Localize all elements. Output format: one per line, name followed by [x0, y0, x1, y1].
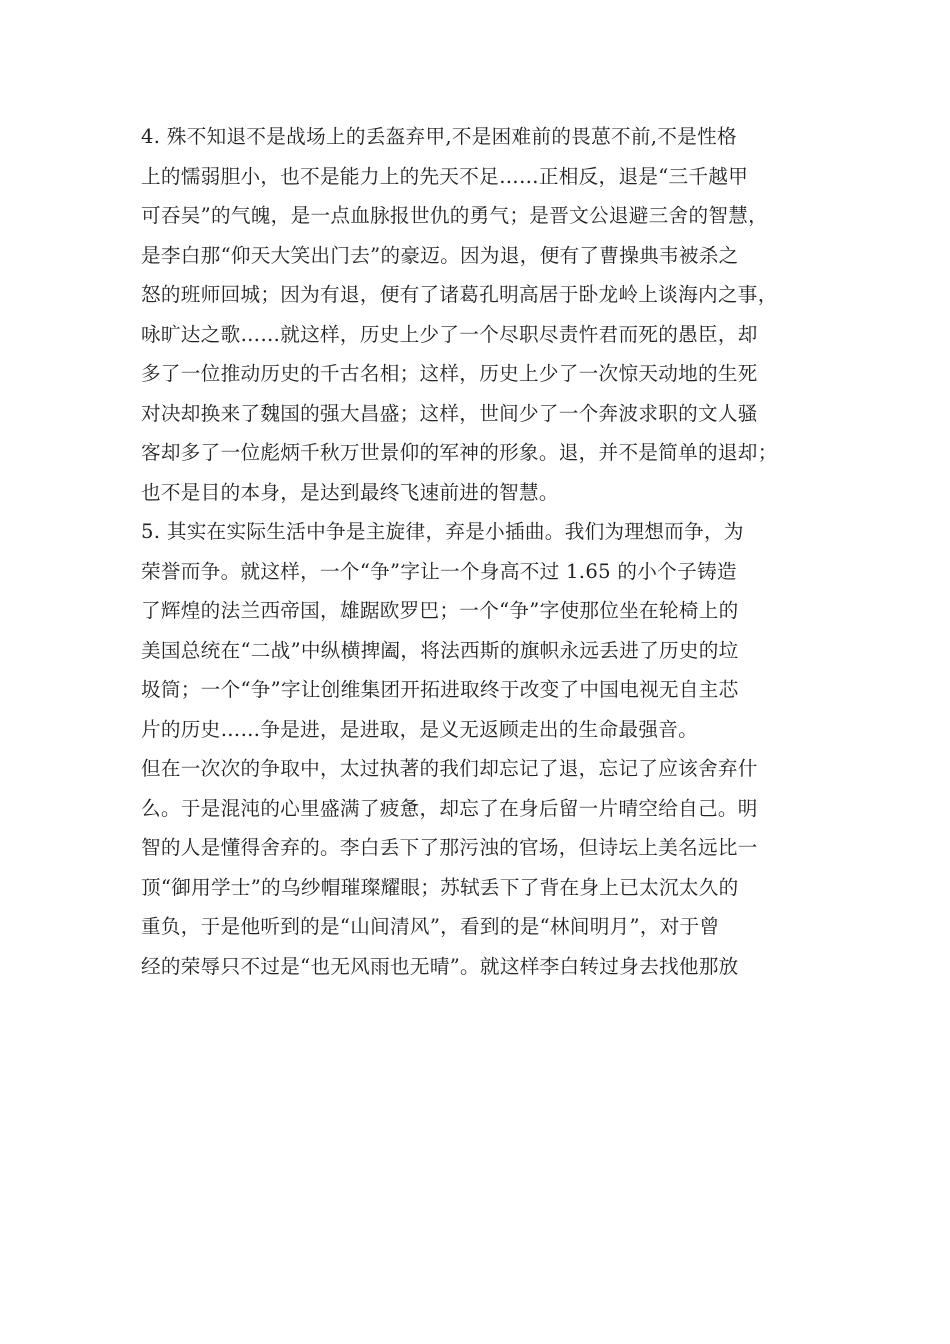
text-line: 么。于是混沌的心里盛满了疲惫，却忘了在身后留一片晴空给自己。明: [141, 796, 758, 820]
text-line: 了辉煌的法兰西帝国，雄踞欧罗巴；一个“争”字使那位坐在轮椅上的: [141, 599, 739, 622]
text-line: 4. 殊不知退不是战场上的丢盔弃甲,不是困难前的畏葸不前,不是性格: [141, 125, 737, 148]
text-line: 圾筒；一个“争”字让创维集团开拓进取终于改变了中国电视无自主芯: [141, 678, 739, 701]
text-line: 多了一位推动历史的千古名相；这样，历史上少了一次惊天动地的生死: [141, 362, 758, 385]
text-line: 智的人是懂得舍弃的。李白丢下了那污浊的官场，但诗坛上美名远比一: [141, 836, 758, 859]
text-line: 上的懦弱胆小，也不是能力上的先天不足……正相反，退是“三千越甲: [141, 164, 749, 188]
text-line: 顶“御用学士”的乌纱帽璀璨耀眼；苏轼丢下了背在身上已太沉太久的: [141, 875, 739, 899]
text-line: 片的历史……争是进，是进取，是义无返顾走出的生命最强音。: [141, 717, 699, 741]
text-line: 咏旷达之歌……就这样，历史上少了一个尽职尽责忤君而死的愚臣，却: [141, 322, 758, 346]
document-body: [141, 117, 821, 986]
text-line: 重负，于是他听到的是“山间清风”，看到的是“林间明月”，对于曾: [141, 915, 720, 938]
text-line: 客却多了一位彪炳千秋万世景仰的军神的形象。退，并不是简单的退却；: [141, 441, 778, 464]
text-line: 美国总统在“二战”中纵横捭阖，将法西斯的旗帜永远丢进了历史的垃: [141, 638, 739, 662]
text-line: 也不是目的本身，是达到最终飞速前进的智慧。: [141, 480, 559, 504]
text-line: 5. 其实在实际生活中争是主旋律，弃是小插曲。我们为理想而争，为: [141, 520, 744, 543]
text-line: 荣誉而争。就这样，一个“争”字让一个身高不过 1.65 的小个子铸造: [141, 559, 737, 583]
text-line: 但在一次次的争取中，太过执著的我们却忘记了退，忘记了应该舍弃什: [141, 757, 758, 780]
text-line: 对决却换来了魏国的强大昌盛；这样，世间少了一个奔波求职的文人骚: [141, 401, 758, 425]
text-line: 是李白那“仰天大笑出门去”的豪迈。因为退，便有了曹操典韦被杀之: [141, 243, 739, 267]
text-line: 可吞吴”的气魄，是一点血脉报世仇的勇气；是晋文公退避三舍的智慧，: [141, 204, 769, 227]
text-line: 经的荣辱只不过是“也无风雨也无晴”。就这样李白转过身去找他那放: [141, 954, 739, 978]
text-line: 怒的班师回城；因为有退，便有了诸葛孔明高居于卧龙岭上谈海内之事，: [141, 283, 778, 306]
